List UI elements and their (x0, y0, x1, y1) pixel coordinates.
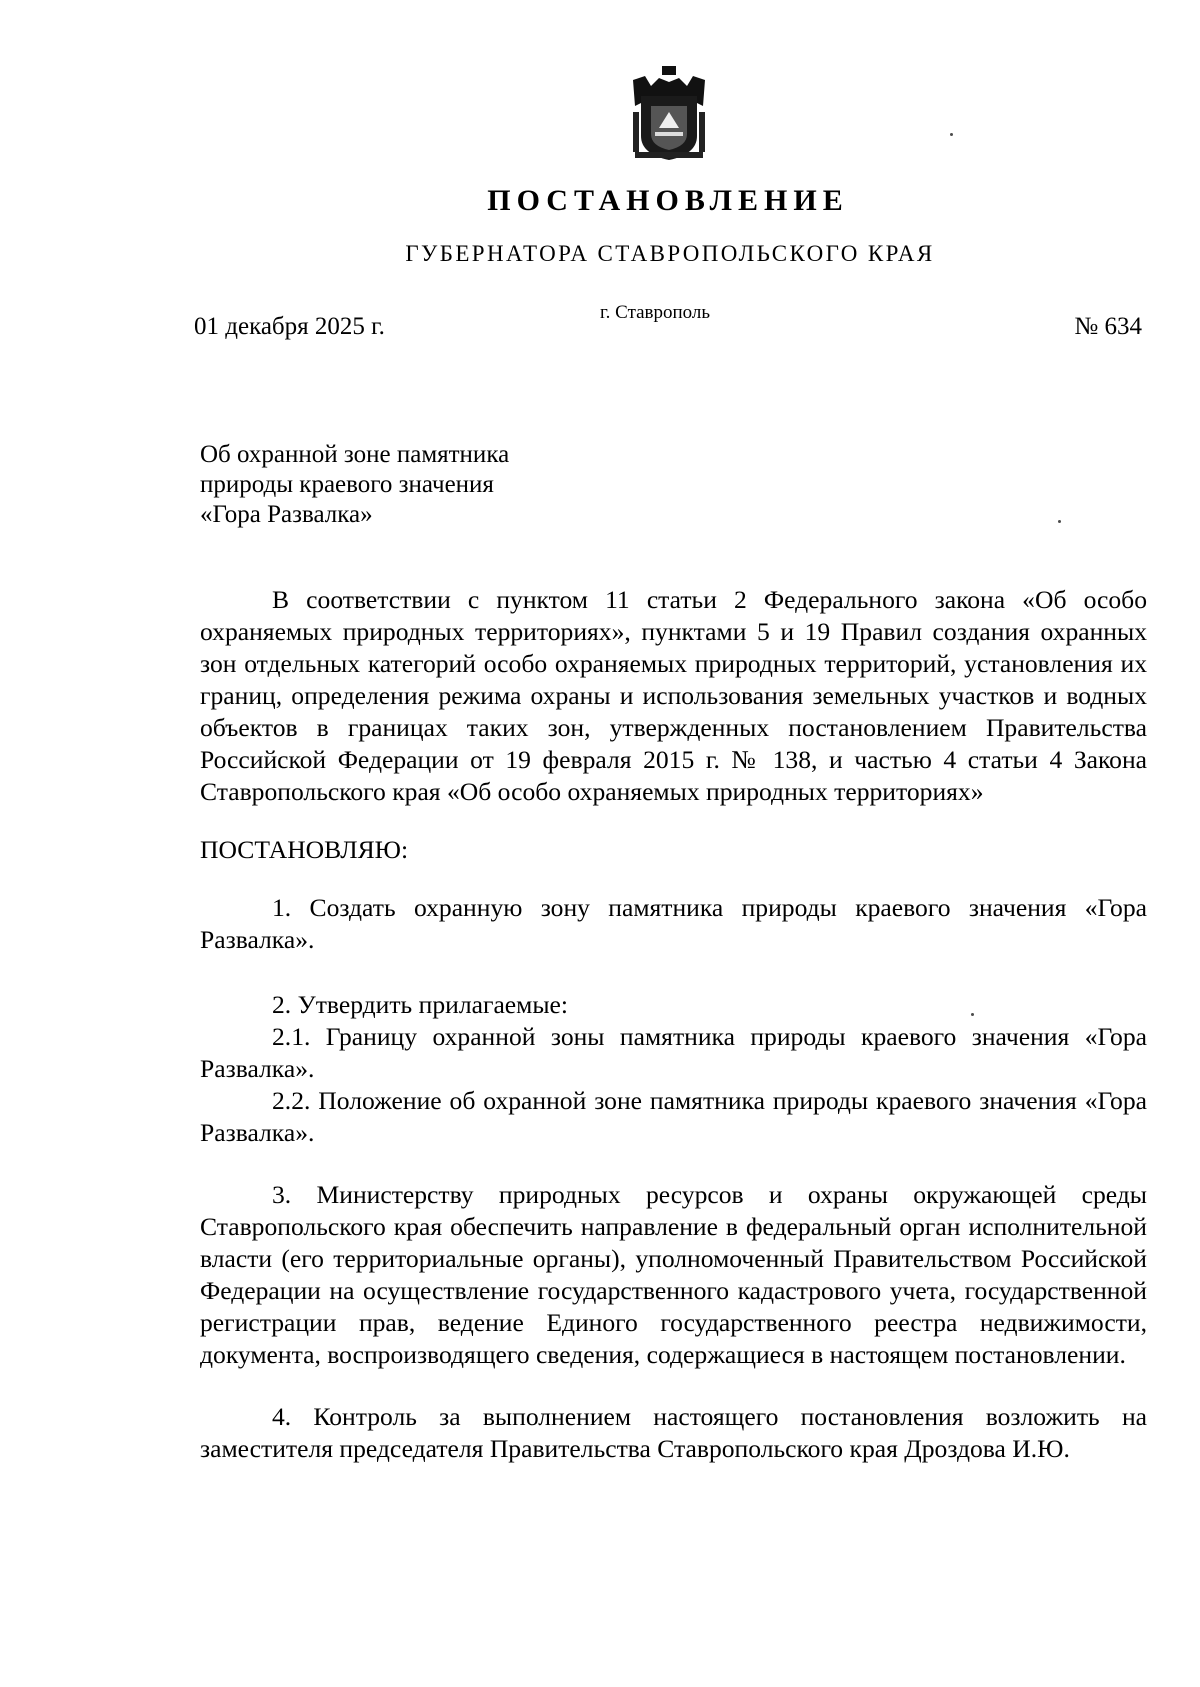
scan-speck (971, 1013, 974, 1016)
document-title: ПОСТАНОВЛЕНИЕ (487, 184, 849, 217)
clause-4: 4. Контроль за выполнением настоящего постановления возложить на заместителя председателя Правительства Ставропольского края Дроздова И.Ю. (200, 1402, 1147, 1463)
subject-line: Об охранной зоне памятника (200, 441, 510, 468)
clause-2-2: 2.2. Положение об охранной зоне памятника природы краевого значения «Гора Развалка». (200, 1086, 1147, 1147)
document-date: 01 декабря 2025 г. (194, 313, 385, 340)
document-subject (200, 440, 509, 530)
clause-3: 3. Министерству природных ресурсов и охраны окружающей среды Ставропольского края обеспечить направление в федеральный орган исполнительной власти (его территориальные органы), уполномоченный Правительством Российской Федерации на осуществление государственного кадастрового учета, государственной регистрации прав, ведение Единого государственного реестра недвижимости, документа, воспроизводящего сведения, содержащиеся в настоящем постановлении. (200, 1180, 1147, 1369)
resolve-heading: ПОСТАНОВЛЯЮ: (200, 835, 409, 864)
document-body (200, 584, 1147, 1465)
document-issuer: ГУБЕРНАТОРА СТАВРОПОЛЬСКОГО КРАЯ (405, 241, 935, 266)
subject-line: «Гора Развалка» (200, 501, 373, 528)
clause-1: 1. Создать охранную зону памятника природы краевого значения «Гора Развалка». (200, 893, 1147, 954)
document-city: г. Ставрополь (600, 302, 711, 323)
scan-speck (1058, 520, 1061, 523)
preamble-paragraph: В соответствии с пунктом 11 статьи 2 Федерального закона «Об особо охраняемых природных территориях», пунктами 5 и 19 Правил создания охранных зон отдельных категорий особо охраняемых природных территорий, установления их границ, определения режима охраны и использования земельных участков и водных объектов в границах таких зон, утвержденных постановлением Правительства Российской Федерации от 19 февраля 2015 г. № 138, и частью 4 статьи 4 Закона Ставропольского края «Об особо охраняемых природных территориях» (200, 585, 1147, 806)
subject-line: природы краевого значения (200, 471, 494, 498)
document-number: № 634 (1074, 313, 1142, 340)
scan-speck (950, 133, 953, 136)
coat-of-arms-emblem (629, 66, 709, 162)
clause-2-1: 2.1. Границу охранной зоны памятника природы краевого значения «Гора Развалка». (200, 1022, 1147, 1083)
clause-2: 2. Утвердить прилагаемые: (272, 990, 569, 1019)
